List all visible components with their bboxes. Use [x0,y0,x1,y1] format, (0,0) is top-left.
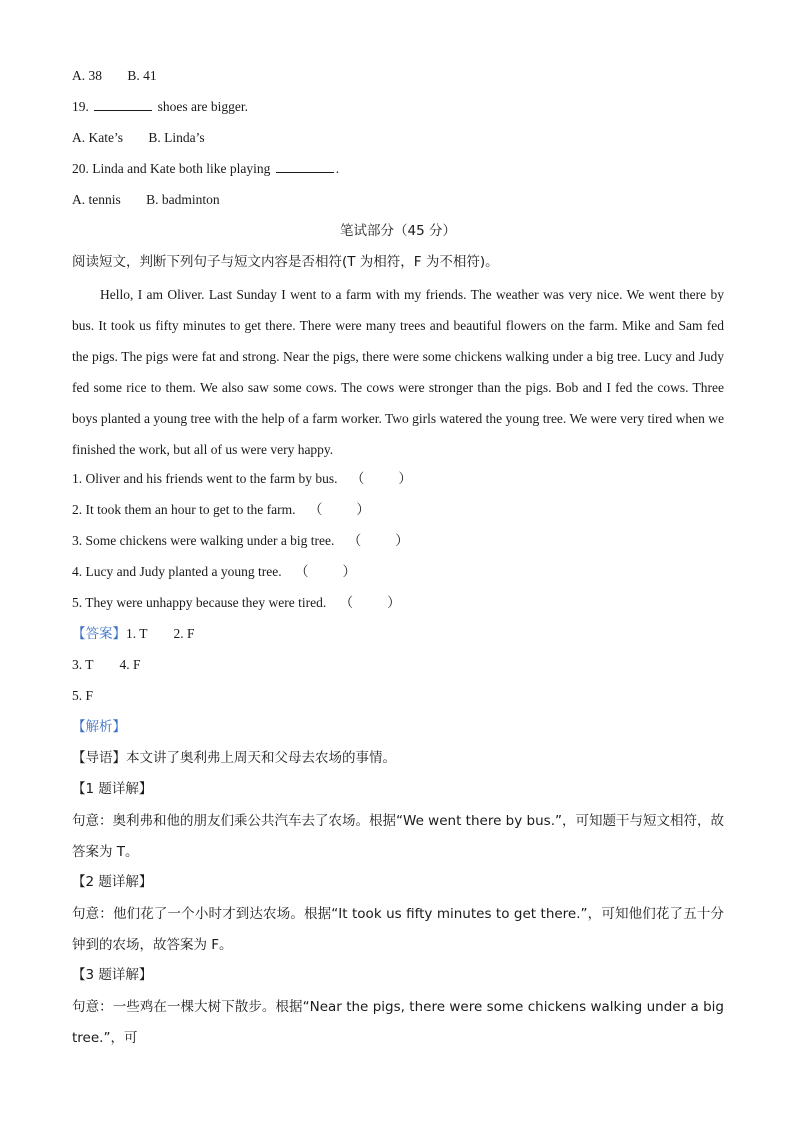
detail-1-label: 【1 题详解】 [72,781,153,797]
guide-text: 本文讲了奥利弗上周天和父母去农场的事情。 [126,750,396,766]
detail-3-text: 句意：一些鸡在一棵大树下散步。根据“Near the pigs, there were some chickens walking under a big tree.”，可 [72,999,724,1046]
answer-item: 5. F [72,688,94,703]
question-1 [72,465,724,496]
document-page [72,62,724,1054]
answer-row-3 [72,682,724,713]
answer-row-1 [72,620,724,651]
q20-option-b: B. badminton [146,192,220,207]
answer-bracket: （ ） [347,533,409,548]
question-4-text: 4. Lucy and Judy planted a young tree. [72,564,282,579]
answer-bracket: （ ） [308,502,370,517]
q19-option-b: B. Linda’s [148,130,205,145]
answer-item: 1. T [126,626,148,641]
q20-option-a: A. tennis [72,192,121,207]
q18-option-b: B. 41 [127,68,157,83]
q18-option-a: A. 38 [72,68,102,83]
q19-number: 19. [72,99,89,114]
q19-option-a: A. Kate’s [72,130,123,145]
answer-bracket: （ ） [339,595,401,610]
q20-end: . [335,161,340,176]
reading-passage: Hello, I am Oliver. Last Sunday I went to a farm with my friends. The weather was very nice. We went there by bus. It took us fifty minutes to get there. There were many trees and beautiful flowers on the farm. Mike and Sam fed the pigs. The pigs were fat and strong. Near the pigs, there were some chickens walking under a big tree. Lucy and Judy fed some rice to them. We also saw some cows. The cows were stronger than the pigs. Bob and I fed the cows. Three boys planted a young tree with the help of a farm worker. Two girls watered the young tree. We were very tired when we finished the work, but all of us were very happy. [72,287,724,457]
answer-bracket: （ ） [350,471,412,486]
answer-item: 4. F [119,657,141,672]
detail-2-label: 【2 题详解】 [72,874,153,890]
question-3-text: 3. Some chickens were walking under a big tree. [72,533,335,548]
q20-stem [72,155,724,186]
detail-3-label: 【3 题详解】 [72,967,153,983]
question-5-text: 5. They were unhappy because they were tired. [72,595,327,610]
q19-text: shoes are bigger. [157,99,248,114]
analysis-heading [72,713,724,744]
question-2 [72,496,724,527]
detail-2-text: 句意：他们花了一个小时才到达农场。根据“It took us fifty minutes to get there.”，可知他们花了五十分钟到的农场，故答案为 F。 [72,906,724,953]
question-1-text: 1. Oliver and his friends went to the farm by bus. [72,471,338,486]
section-title: 笔试部分（45 分） [340,223,456,239]
question-2-text: 2. It took them an hour to get to the farm. [72,502,296,517]
q20-options [72,186,724,217]
q19-stem [72,93,724,124]
q19-blank [94,96,152,111]
q20-blank [276,158,334,173]
question-4 [72,558,724,589]
q19-options [72,124,724,155]
section-instruction: 阅读短文，判断下列句子与短文内容是否相符(T 为相符，F 为不相符)。 [72,254,499,270]
question-3 [72,527,724,558]
answer-bracket: （ ） [294,564,356,579]
detail-1-text: 句意：奥利弗和他的朋友们乘公共汽车去了农场。根据“We went there by bus.”，可知题干与短文相符，故答案为 T。 [72,813,724,860]
guide-label: 【导语】 [72,750,126,766]
q20-text: 20. Linda and Kate both like playing [72,161,271,176]
answer-item: 2. F [173,626,195,641]
answer-item: 3. T [72,657,94,672]
answer-row-2 [72,651,724,682]
analysis-label: 【解析】 [72,719,126,735]
question-5 [72,589,724,620]
q18-options [72,62,724,93]
answer-label: 【答案】 [72,626,126,642]
guide-line [72,744,724,775]
